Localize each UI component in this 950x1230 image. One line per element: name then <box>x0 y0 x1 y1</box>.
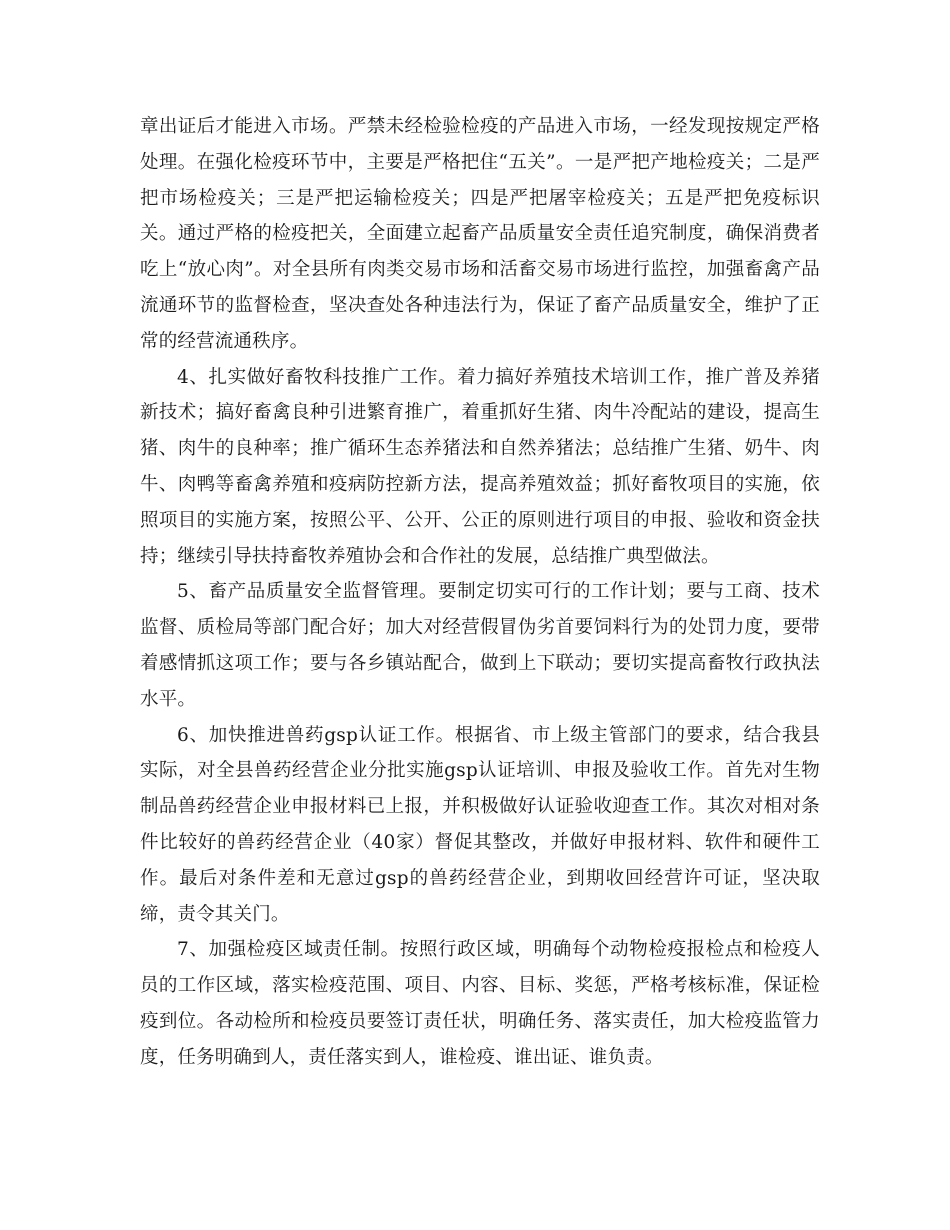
paragraph-item-4: 4、扎实做好畜牧科技推广工作。着力搞好养殖技术培训工作，推广普及养猪新技术；搞好畜禽良种引进繁育推广，着重抓好生猪、肉牛冷配站的建设，提高生猪、肉牛的良种率；推广循环生态养猪法和自然养猪法；总结推广生猪、奶牛、肉牛、肉鸭等畜禽养殖和疫病防控新方法，提高养殖效益；抓好畜牧项目的实施，依照项目的实施方案，按照公平、公开、公正的原则进行项目的申报、验收和资金扶持；继续引导扶持畜牧养殖协会和合作社的发展，总结推广典型做法。 <box>140 366 820 567</box>
paragraph-item-5: 5、畜产品质量安全监督管理。要制定切实可行的工作计划；要与工商、技术监督、质检局等部门配合好；加大对经营假冒伪劣首要饲料行为的处罚力度，要带着感情抓这项工作；要与各乡镇站配合，做到上下联动；要切实提高畜牧行政执法水平。 <box>140 581 820 710</box>
paragraph-continued: 章出证后才能进入市场。严禁未经检验检疫的产品进入市场，一经发现按规定严格处理。在强化检疫环节中，主要是严格把住“五关”。一是严把产地检疫关；二是严把市场检疫关；三是严把运输检疫关；四是严把屠宰检疫关；五是严把免疫标识关。通过严格的检疫把关，全面建立起畜产品质量安全责任追究制度，确保消费者吃上“放心肉”。对全县所有肉类交易市场和活畜交易市场进行监控，加强畜禽产品流通环节的监督检查，坚决查处各种违法行为，保证了畜产品质量安全，维护了正常的经营流通秩序。 <box>140 116 820 352</box>
paragraph-item-7: 7、加强检疫区域责任制。按照行政区域，明确每个动物检疫报检点和检疫人员的工作区域，落实检疫范围、项目、内容、目标、奖惩，严格考核标准，保证检疫到位。各动检所和检疫员要签订责任状，明确任务、落实责任，加大检疫监管力度，任务明确到人，责任落实到人，谁检疫、谁出证、谁负责。 <box>140 939 820 1068</box>
paragraph-item-6: 6、加快推进兽药gsp认证工作。根据省、市上级主管部门的要求，结合我县实际，对全县兽药经营企业分批实施gsp认证培训、申报及验收工作。首先对生物制品兽药经营企业申报材料已上报，并积极做好认证验收迎查工作。其次对相对条件比较好的兽药经营企业（40家）督促其整改，并做好申报材料、软件和硬件工作。最后对条件差和无意过gsp的兽药经营企业，到期收回经营许可证，坚决取缔，责令其关门。 <box>140 724 820 925</box>
document-body <box>140 109 820 1076</box>
